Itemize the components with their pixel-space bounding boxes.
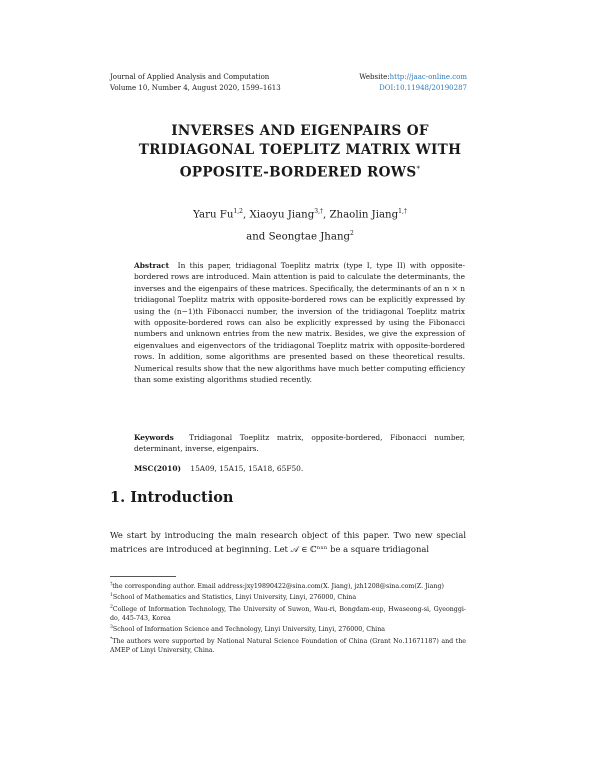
section-title: Introduction bbox=[130, 489, 234, 506]
footnote-mark: † bbox=[110, 582, 113, 587]
journal-volume: Volume 10, Number 4, August 2020, 1599–1613 bbox=[110, 84, 281, 92]
msc-codes: 15A09, 15A15, 15A18, 65F50. bbox=[190, 464, 304, 473]
doi-link[interactable]: 10.11948/20190287 bbox=[395, 84, 467, 92]
footnote: †the corresponding author. Email address:jxy19890422@sina.com(X. Jiang), jzh1208@sina.com(Z. Jiang) bbox=[110, 582, 444, 591]
footnote: $^1$School of Mathematics and Statistics, Linyi University, Linyi, 276000, China bbox=[110, 593, 357, 602]
footnote: *The authors were supported by National Natural Science Foundation of China (Grant No.11671187) and the AMEP of Linyi University, China. bbox=[110, 636, 466, 655]
abstract bbox=[134, 260, 465, 385]
website-label: Website: bbox=[359, 73, 390, 81]
author-list: Yaru Fu$^{1,2}$, Xiaoyu Jiang$^{3,\dagger}$, Zhaolin Jiang$^{1,\dagger}$ and Seongtae Jhang$^2$ bbox=[193, 208, 407, 243]
author-name: Xiaoyu Jiang bbox=[249, 209, 315, 221]
title-footnote-mark[interactable]: * bbox=[416, 165, 421, 173]
footnote-mark: 1 bbox=[110, 593, 113, 599]
author-affiliation[interactable]: 3,† bbox=[314, 208, 323, 215]
abstract-text: In this paper, tridiagonal Toeplitz matrix (type I, type II) with opposite-bordered rows are introduced. Main attention is paid to calculate the determinants, the inverses and the eigenpairs of these matrices. Specifically, the determinants of an n × n tridiagonal Toeplitz matrix with opposite-bordered rows can be explicitly expressed by using the (n−1)th Fibonacci number, the inversion of the tridiagonal Toeplitz matrix with opposite-bordered rows can also be explicitly expressed by using the Fibonacci numbers and unknown entries from the new matrix. Besides, we give the expression of eigenvalues and eigenvectors of the tridiagonal Toeplitz matrix with opposite-bordered rows. In addition, some algorithms are presented based on these theoretical results. Numerical results show that the new algorithms have much better computing efficiency than some existing algorithms studied recently. bbox=[134, 261, 465, 385]
author-name: Zhaolin Jiang bbox=[329, 209, 399, 221]
section-number: 1. bbox=[110, 489, 126, 506]
author-affiliation[interactable]: 1,2 bbox=[233, 208, 243, 215]
author-affiliation[interactable]: 1,† bbox=[398, 208, 407, 215]
author-connector: and bbox=[246, 231, 266, 243]
keywords-text: Tridiagonal Toeplitz matrix, opposite-bordered, Fibonacci number, determinant, inverse, eigenpairs. bbox=[134, 433, 465, 454]
website-link[interactable]: http://jaac-online.com bbox=[389, 73, 467, 81]
footnote: $^2$College of Information Technology, The University of Suwon, Wau-ri, Bongdam-eup, Hwaseong-si, Gyeonggi-do, 445-743, Korea bbox=[110, 604, 466, 623]
msc-classification bbox=[134, 463, 465, 474]
footnote-mark: * bbox=[110, 636, 113, 642]
paper-title bbox=[100, 122, 500, 183]
footnote-mark: 3 bbox=[110, 625, 113, 631]
doi-label[interactable]: DOI: bbox=[379, 84, 396, 92]
footnote: $^3$School of Information Science and Technology, Linyi University, Linyi, 276000, China bbox=[110, 625, 385, 634]
footnote-divider bbox=[110, 576, 176, 577]
title-line-1: INVERSES AND EIGENPAIRS OF bbox=[171, 123, 429, 139]
title-line-3: OPPOSITE-BORDERED ROWS* bbox=[179, 164, 421, 181]
abstract-label: Abstract bbox=[134, 261, 170, 270]
keywords-label: Keywords bbox=[134, 433, 174, 442]
msc-label: MSC(2010) bbox=[134, 464, 181, 473]
footnotes bbox=[110, 580, 466, 656]
journal-name: Journal of Applied Analysis and Computation bbox=[110, 73, 270, 81]
author-affiliation[interactable]: 2 bbox=[350, 230, 354, 238]
journal-links bbox=[359, 72, 467, 94]
author-name: Yaru Fu bbox=[193, 209, 234, 221]
footnote-mark: 2 bbox=[110, 604, 113, 610]
keywords bbox=[134, 432, 465, 455]
author-name: Seongtae Jhang bbox=[268, 231, 351, 243]
journal-header bbox=[110, 72, 281, 94]
title-line-2: TRIDIAGONAL TOEPLITZ MATRIX WITH bbox=[138, 142, 462, 158]
section-heading bbox=[110, 489, 233, 507]
intro-paragraph: We start by introducing the main research object of this paper. Two new special matrices are introduced at beginning. Let 𝒜 ∈ ℂⁿˣⁿ be a square tridiagonal bbox=[110, 530, 466, 554]
